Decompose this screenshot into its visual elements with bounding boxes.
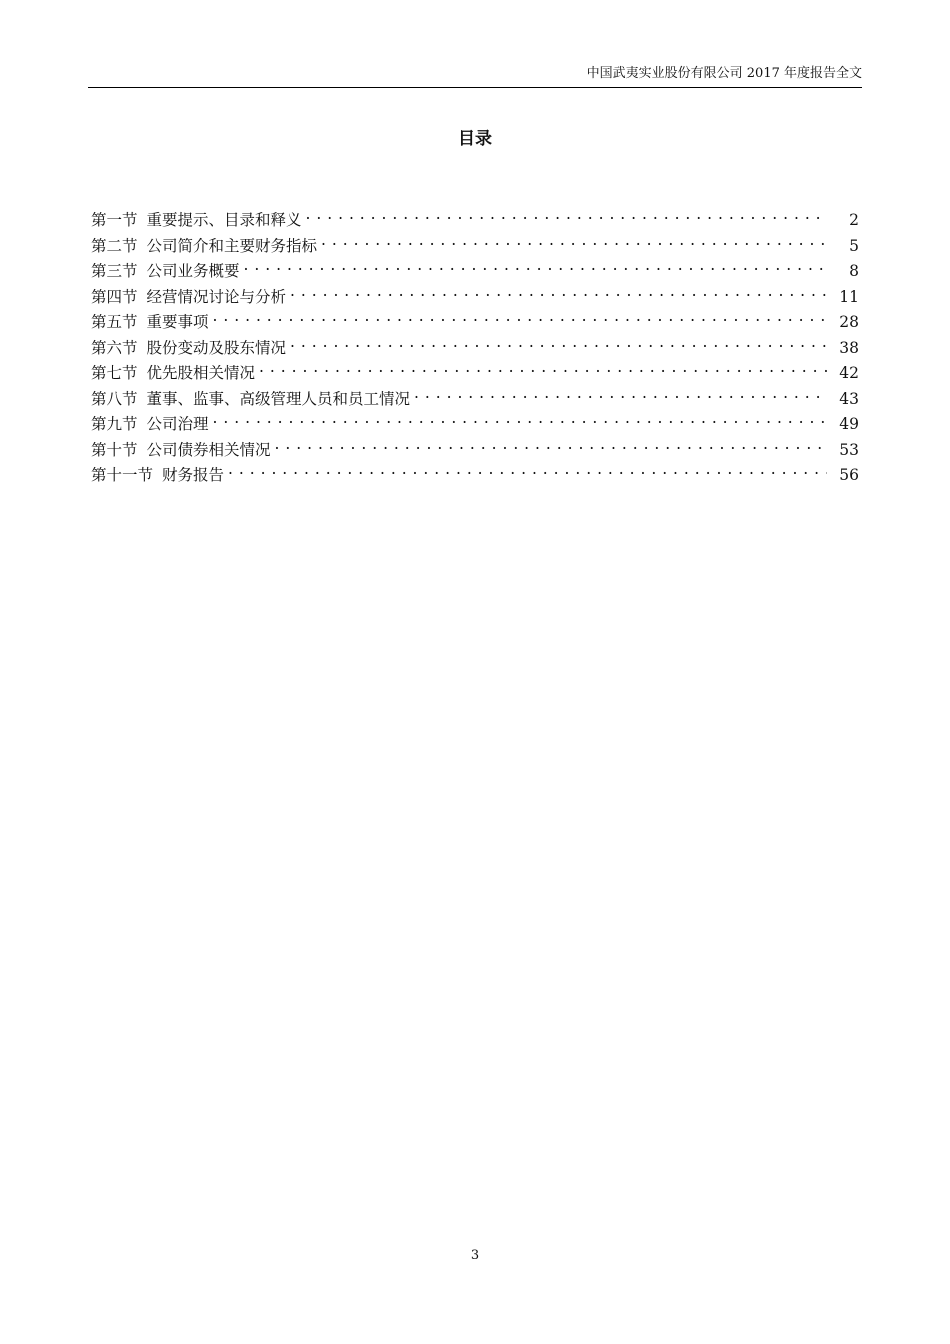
toc-entry-3[interactable] <box>91 254 859 280</box>
toc-section-name: 董事、监事、高级管理人员和员工情况 <box>146 389 411 407</box>
toc-entry-6[interactable] <box>91 331 859 357</box>
toc-section-name: 股份变动及股东情况 <box>146 338 287 356</box>
toc-section-name: 公司治理 <box>146 415 209 433</box>
toc-page-number: 49 <box>827 413 859 433</box>
toc-entry-2[interactable] <box>91 229 859 255</box>
table-of-contents <box>91 203 859 484</box>
toc-entry-1[interactable] <box>91 203 859 229</box>
toc-page-number: 56 <box>827 464 859 484</box>
toc-section-label: 第六节 <box>91 338 138 356</box>
toc-section-name: 经营情况讨论与分析 <box>146 287 287 305</box>
toc-section-label: 第五节 <box>91 313 138 331</box>
toc-entry-11[interactable] <box>91 458 859 484</box>
toc-section-label: 第二节 <box>91 236 138 254</box>
page-number: 3 <box>470 1248 480 1263</box>
toc-entry-9[interactable] <box>91 407 859 433</box>
toc-page-number: 5 <box>827 235 859 255</box>
toc-page-number: 43 <box>827 388 859 408</box>
toc-entry-8[interactable] <box>91 382 859 408</box>
toc-section-name: 优先股相关情况 <box>146 364 256 382</box>
toc-page-number: 28 <box>827 311 859 331</box>
toc-title: 目录 <box>458 129 492 149</box>
toc-entry-10[interactable] <box>91 433 859 459</box>
dot-leader <box>259 356 827 378</box>
toc-section-name: 重要提示、目录和释义 <box>146 211 302 229</box>
dot-leader <box>213 305 827 327</box>
toc-section-label: 第四节 <box>91 287 138 305</box>
toc-section-label: 第九节 <box>91 415 138 433</box>
toc-page-number: 2 <box>827 209 859 229</box>
toc-section-name: 公司简介和主要财务指标 <box>146 236 318 254</box>
toc-page-number: 38 <box>827 337 859 357</box>
document-header-title: 中国武夷实业股份有限公司 2017 年度报告全文 <box>586 66 862 81</box>
toc-section-label: 第三节 <box>91 262 138 280</box>
toc-section-label: 第一节 <box>91 211 138 229</box>
toc-section-label: 第十节 <box>91 440 138 458</box>
toc-entry-7[interactable] <box>91 356 859 382</box>
toc-section-name: 重要事项 <box>146 313 209 331</box>
toc-section-label: 第七节 <box>91 364 138 382</box>
dot-leader <box>290 280 827 302</box>
toc-entry-4[interactable] <box>91 280 859 306</box>
toc-section-name: 公司业务概要 <box>146 262 240 280</box>
dot-leader <box>213 407 827 429</box>
dot-leader <box>414 382 827 404</box>
header-divider <box>88 87 862 88</box>
dot-leader <box>306 203 827 225</box>
toc-page-number: 53 <box>827 439 859 459</box>
toc-page-number: 11 <box>827 286 859 306</box>
dot-leader <box>244 254 827 276</box>
dot-leader <box>275 433 827 455</box>
toc-page-number: 42 <box>827 362 859 382</box>
toc-section-label: 第八节 <box>91 389 138 407</box>
toc-section-name: 公司债券相关情况 <box>146 440 271 458</box>
toc-page-number: 8 <box>827 260 859 280</box>
dot-leader <box>321 229 827 251</box>
toc-entry-5[interactable] <box>91 305 859 331</box>
toc-section-label: 第十一节 <box>91 466 154 484</box>
dot-leader <box>228 458 827 480</box>
dot-leader <box>290 331 827 353</box>
toc-section-name: 财务报告 <box>162 466 225 484</box>
